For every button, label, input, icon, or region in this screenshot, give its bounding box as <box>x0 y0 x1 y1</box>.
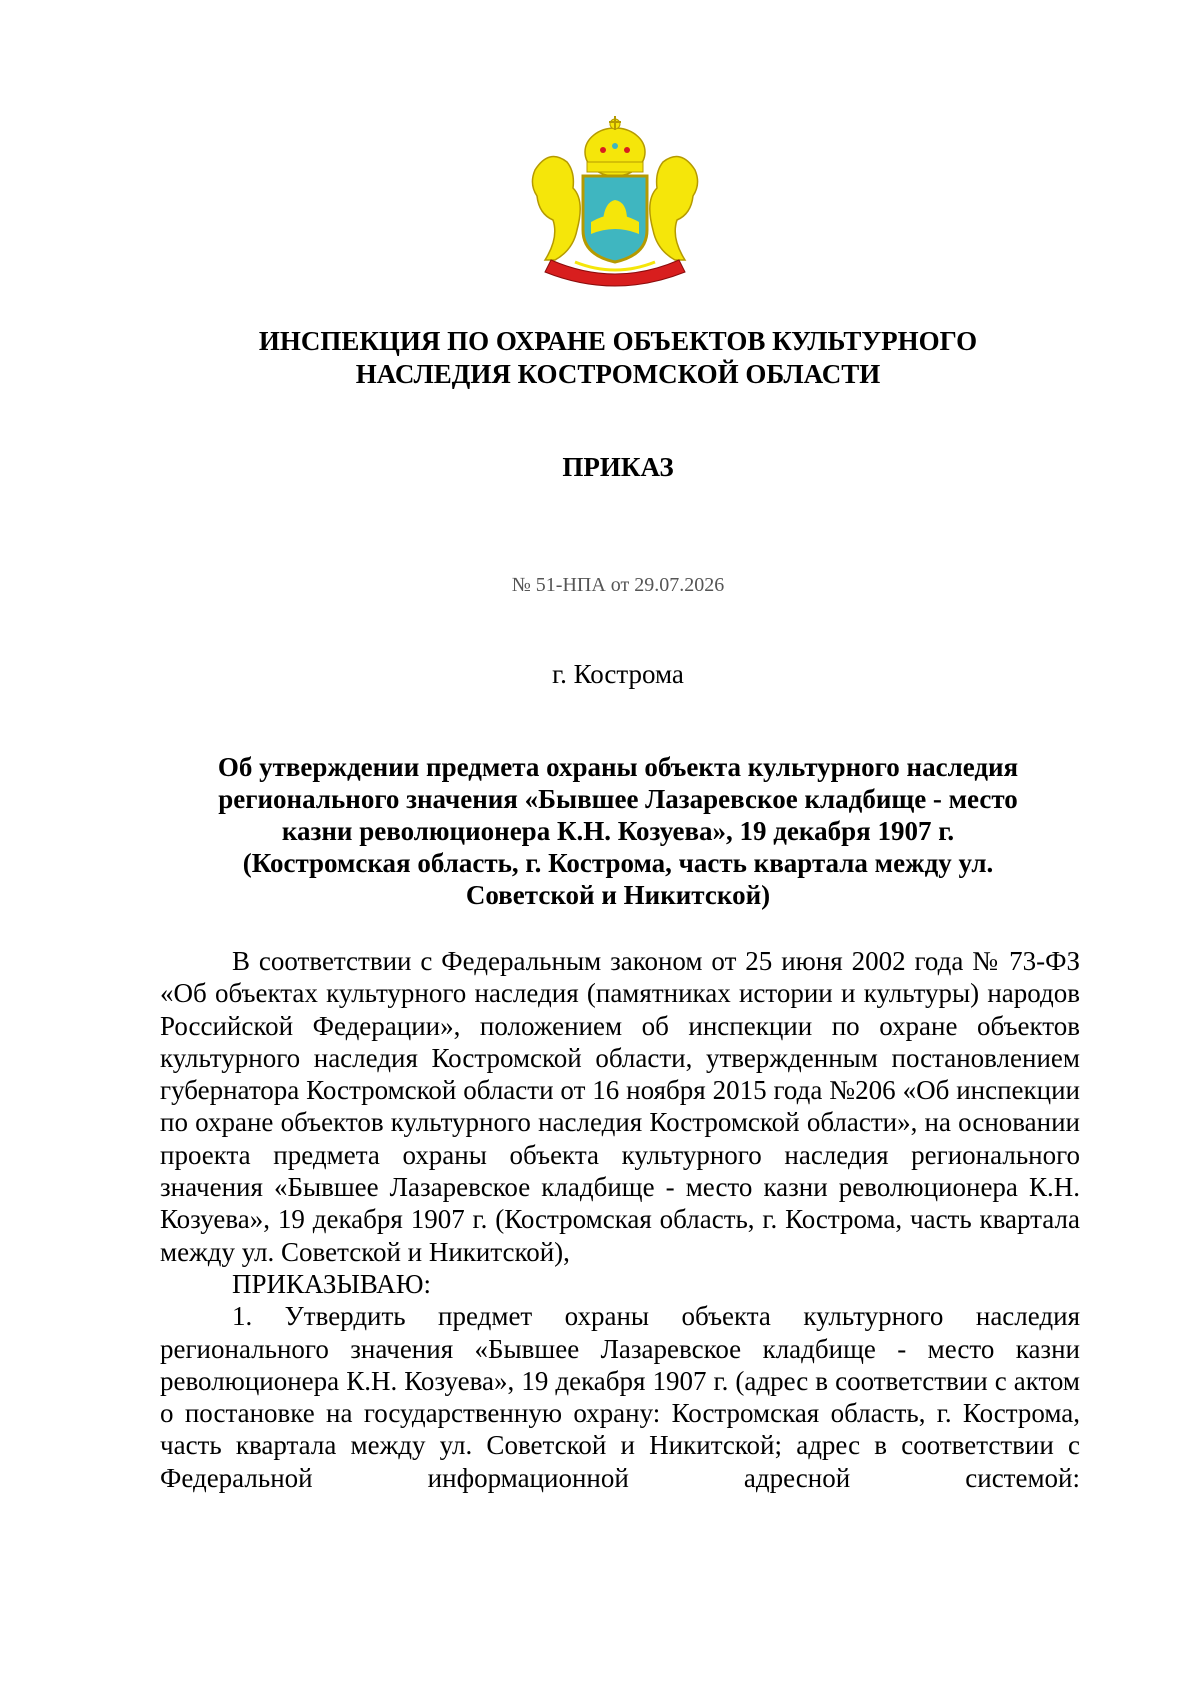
document-type: ПРИКАЗ <box>562 452 674 482</box>
order-number: № 51-НПА от 29.07.2026 <box>511 574 725 596</box>
title-line: Советской и Никитской) <box>465 880 771 910</box>
org-line: НАСЛЕДИЯ КОСТРОМСКОЙ ОБЛАСТИ <box>355 359 881 389</box>
item-1-paragraph: 1. Утвердить предмет охраны объекта культурного наследия регионального значения «Бывшее Лазаревское кладбище - место казни революционера К.Н. Козуева», 19 декабря 1907 г. (адрес в соответствии с актом о постановке на государственную охрану: Костромская область, г. Кострома, часть квартала между ул. Советской и Никитской; адрес в соответствии с Федеральной информационной адресной системой: <box>160 1301 1080 1493</box>
title-line: (Костромская область, г. Кострома, часть квартала между ул. <box>242 848 994 878</box>
preamble-paragraph: В соответствии с Федеральным законом от 25 июня 2002 года № 73-ФЗ «Об объектах культурного наследия (памятниках истории и культуры) народов Российской Федерации», положением об инспекции по охране объектов культурного наследия Костромской области, утвержденным постановлением губернатора Костромской области от 16 ноября 2015 года №206 «Об инспекции по охране объектов культурного наследия Костромской области», на основании проекта предмета охраны объекта культурного наследия регионального значения «Бывшее Лазаревское кладбище - место казни революционера К.Н. Козуева», 19 декабря 1907 г. (Костромская область, г. Кострома, часть квартала между ул. Советской и Никитской), <box>160 946 1080 1267</box>
title-line: Об утверждении предмета охраны объекта культурного наследия <box>217 752 1019 782</box>
title-line: регионального значения «Бывшее Лазаревское кладбище - место <box>218 784 1018 814</box>
kostroma-coat-of-arms-icon <box>515 110 715 290</box>
document-body <box>160 945 1080 1494</box>
city: г. Кострома <box>552 659 684 689</box>
order-word: ПРИКАЗЫВАЮ: <box>232 1268 431 1299</box>
title-line: казни революционера К.Н. Козуева», 19 декабря 1907 г. <box>281 816 955 846</box>
org-line: ИНСПЕКЦИЯ ПО ОХРАНЕ ОБЪЕКТОВ КУЛЬТУРНОГО <box>258 326 978 356</box>
organization-name <box>0 325 1200 391</box>
order-title <box>160 751 1076 911</box>
